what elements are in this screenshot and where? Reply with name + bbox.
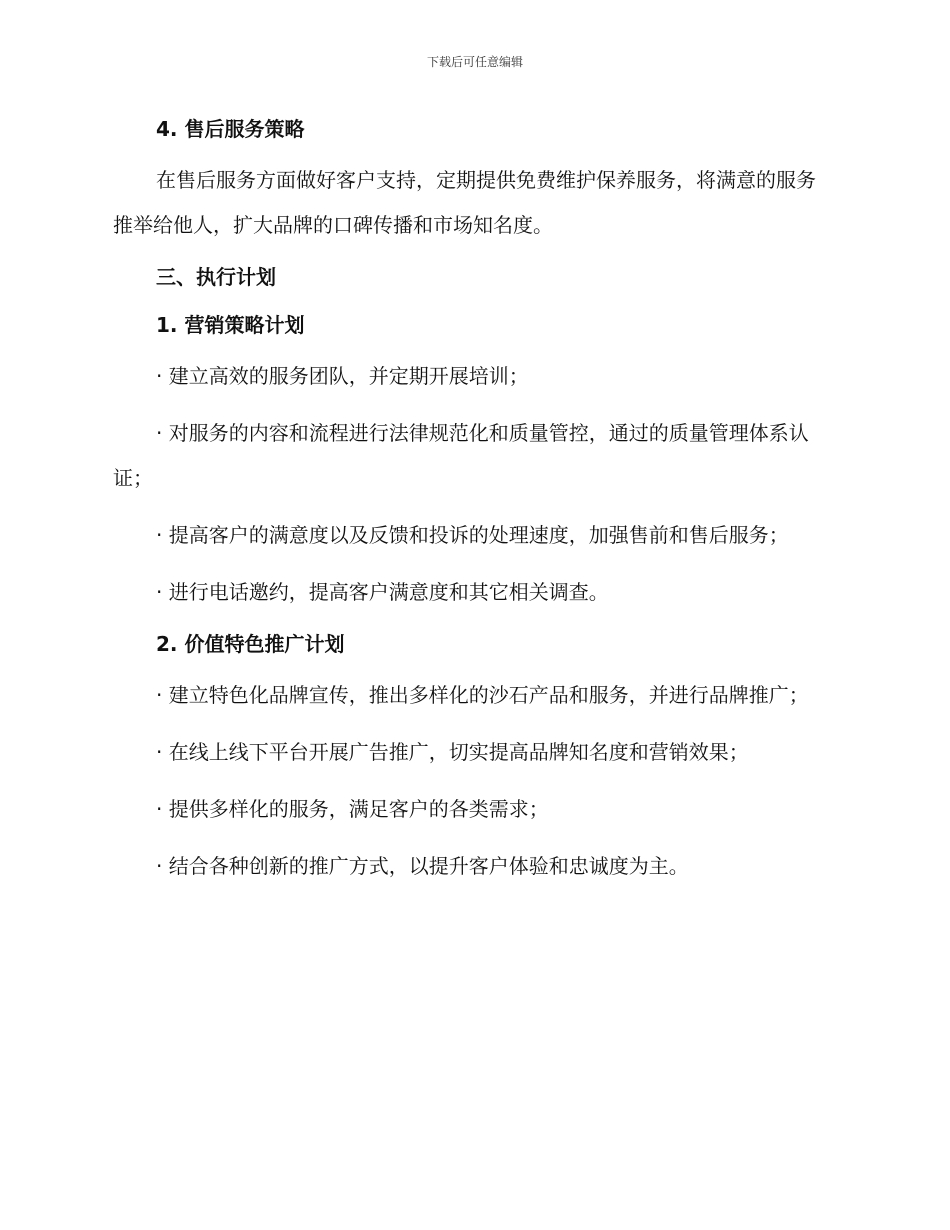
heading-value-promotion-plan: 2. 价值特色推广计划 bbox=[156, 632, 345, 656]
header-note: 下载后可任意编辑 bbox=[426, 55, 523, 69]
list-item: · 对服务的内容和流程进行法律规范化和质量管控，通过的质量管理体系认证； bbox=[113, 421, 809, 490]
list-item: · 提供多样化的服务，满足客户的各类需求； bbox=[156, 797, 549, 821]
paragraph-after-sales: 在售后服务方面做好客户支持，定期提供免费维护保养服务，将满意的服务推举给他人，扩大品牌的口碑传播和市场知名度。 bbox=[113, 168, 816, 237]
heading-after-sales: 4. 售后服务策略 bbox=[156, 117, 305, 141]
list-item: · 提高客户的满意度以及反馈和投诉的处理速度，加强售前和售后服务； bbox=[156, 523, 789, 547]
list-item: · 建立高效的服务团队，并定期开展培训； bbox=[156, 364, 529, 388]
list-item: · 在线上线下平台开展广告推广，切实提高品牌知名度和营销效果； bbox=[156, 740, 749, 764]
list-item: · 结合各种创新的推广方式，以提升客户体验和忠诚度为主。 bbox=[156, 854, 689, 878]
list-item: · 进行电话邀约，提高客户满意度和其它相关调查。 bbox=[156, 580, 609, 604]
heading-execution-plan: 三、执行计划 bbox=[156, 265, 276, 289]
heading-marketing-plan: 1. 营销策略计划 bbox=[156, 313, 305, 337]
list-item: · 建立特色化品牌宣传，推出多样化的沙石产品和服务，并进行品牌推广； bbox=[156, 683, 809, 707]
document-body bbox=[113, 112, 833, 889]
